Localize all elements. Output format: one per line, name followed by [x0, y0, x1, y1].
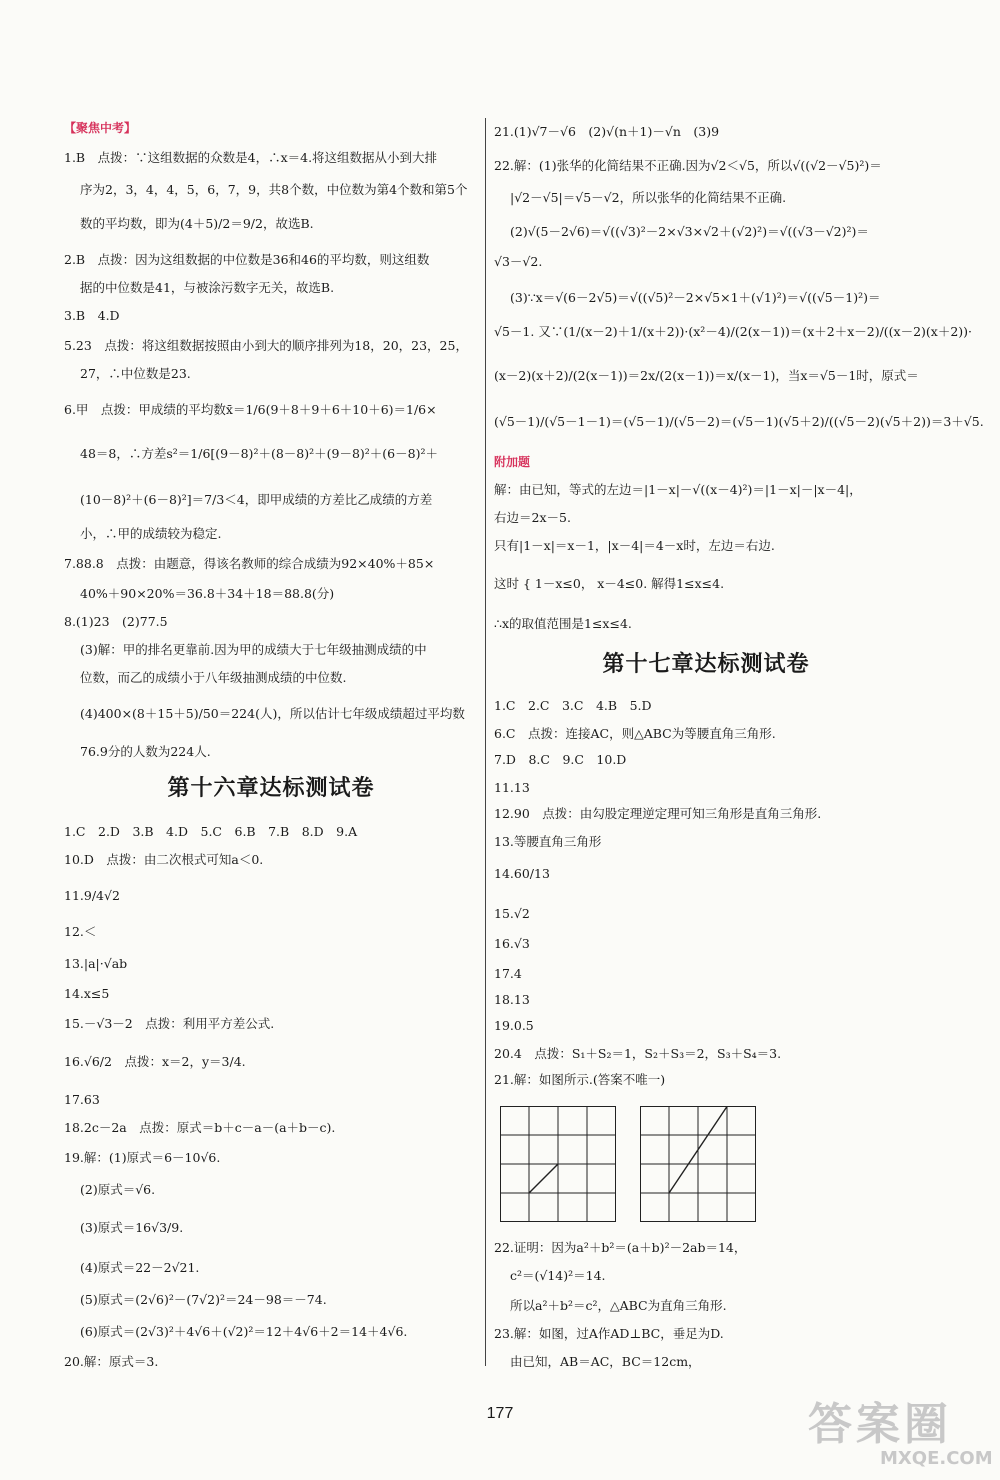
answer-line: (6)原式＝(2√3)²＋4√6＋(√2)²＝12＋4√6＋2＝14＋4√6. [80, 1324, 408, 1339]
chapter-16-title: 第十六章达标测试卷 [167, 776, 375, 801]
answer-line: 右边＝2x－5. [494, 510, 571, 525]
answer-line: 解：由已知，等式的左边＝|1－x|－√((x－4)²)＝|1－x|－|x－4|， [494, 482, 862, 497]
answer-line: 位数，而乙的成绩小于八年级抽测成绩的中位数. [80, 670, 347, 685]
answer-line: 8.(1)23 (2)77.5 [64, 614, 168, 629]
answer-line: 20.4 点拨：S₁＋S₂＝1，S₂＋S₃＝2，S₃＋S₄＝3. [494, 1046, 782, 1061]
answer-line: (3)原式＝16√3/9. [80, 1220, 184, 1235]
answer-line: 48＝8，∴方差s²＝1/6[(9－8)²＋(8－8)²＋(9－8)²＋(6－8)²＋ [80, 446, 438, 461]
answer-line: √5－1. 又∵(1/(x－2)＋1/(x＋2))·(x²－4)/(2(x－1))＝(x＋2＋x－2)/((x－2)(x＋2))· [494, 324, 973, 339]
answer-line: (4)原式＝22－2√21. [80, 1260, 200, 1275]
answer-line: 由已知，AB＝AC，BC＝12cm， [510, 1354, 701, 1369]
answer-line: 76.9分的人数为224人. [80, 744, 211, 759]
answer-line: 6.C 点拨：连接AC，则△ABC为等腰直角三角形. [494, 726, 776, 741]
answer-line: 17.63 [64, 1092, 100, 1107]
answer-line: 18.2c－2a 点拨：原式＝b＋c－a－(a＋b－c). [64, 1120, 336, 1135]
answer-line: 15.－√3－2 点拨：利用平方差公式. [64, 1016, 275, 1031]
answer-line: (10－8)²＋(6－8)²]＝7/3＜4，即甲成绩的方差比乙成绩的方差 [80, 492, 433, 507]
answer-line: 12.＜ [64, 924, 97, 939]
answer-line: 序为2，3，4，4，5，6，7，9，共8个数，中位数为第4个数和第5个 [80, 182, 468, 197]
answer-line: 所以a²＋b²＝c²，△ABC为直角三角形. [510, 1298, 727, 1313]
answer-line: 这时 { 1－x≤0， x－4≤0. 解得1≤x≤4. [494, 576, 725, 591]
answer-line: 7.D 8.C 9.C 10.D [494, 752, 627, 767]
grid-figure-left [500, 1106, 616, 1222]
answer-line: 据的中位数是41，与被涂污数字无关，故选B. [80, 280, 335, 295]
extra-question-tag: 附加题 [494, 455, 531, 469]
answer-line: 16.√3 [494, 936, 530, 951]
answer-line: 3.B 4.D [64, 308, 120, 323]
answer-line: 1.C 2.D 3.B 4.D 5.C 6.B 7.B 8.D 9.A [64, 824, 358, 839]
answer-line: (4)400×(8＋15＋5)/50＝224(人)，所以估计七年级成绩超过平均数 [80, 706, 465, 721]
answer-line: |√2－√5|＝√5－√2，所以张华的化简结果不正确. [510, 190, 787, 205]
answer-line: 20.解：原式＝3. [64, 1354, 159, 1369]
answer-line: 7.88.8 点拨：由题意，得该名教师的综合成绩为92×40%＋85× [64, 556, 435, 571]
answer-line: c²＝(√14)²＝14. [510, 1268, 606, 1283]
answer-line: 2.B 点拨：因为这组数据的中位数是36和46的平均数，则这组数 [64, 252, 430, 267]
answer-line: 13.|a|·√ab [64, 956, 128, 971]
answer-line: 21.解：如图所示.(答案不唯一) [494, 1072, 666, 1087]
answer-line: (2)原式＝√6. [80, 1182, 156, 1197]
answer-line: 22.解：(1)张华的化简结果不正确.因为√2＜√5，所以√((√2－√5)²)＝ [494, 158, 882, 173]
answer-line: 18.13 [494, 992, 530, 1007]
answer-line: 40%＋90×20%＝36.8＋34＋18＝88.8(分) [80, 586, 335, 601]
watermark-logo: 答案圈 [808, 1399, 952, 1450]
watermark-url: MXQE.COM [880, 1448, 993, 1469]
chapter-17-title: 第十七章达标测试卷 [602, 652, 810, 677]
answer-line: 12.90 点拨：由勾股定理逆定理可知三角形是直角三角形. [494, 806, 822, 821]
section-tag: 【聚焦中考】 [64, 121, 137, 135]
answer-line: 23.解：如图，过A作AD⊥BC，垂足为D. [494, 1326, 724, 1341]
answer-line: 19.0.5 [494, 1018, 534, 1033]
answer-line: 17.4 [494, 966, 522, 981]
answer-line: 只有|1－x|＝x－1，|x－4|＝4－x时，左边＝右边. [494, 538, 775, 553]
answer-line: 11.9/4√2 [64, 888, 120, 903]
answer-line: (3)解：甲的排名更靠前.因为甲的成绩大于七年级抽测成绩的中 [80, 642, 427, 657]
answer-line: 5.23 点拨：将这组数据按照由小到大的顺序排列为18，20，23，25， [64, 338, 468, 353]
answer-line: 11.13 [494, 780, 530, 795]
answer-line: 14.x≤5 [64, 986, 110, 1001]
page-number: 177 [486, 1405, 514, 1422]
answer-line: 数的平均数，即为(4＋5)/2＝9/2，故选B. [80, 216, 314, 231]
answer-line: 16.√6/2 点拨：x＝2，y＝3/4. [64, 1054, 246, 1069]
grid-figure-right [640, 1106, 756, 1222]
answer-line: 小，∴甲的成绩较为稳定. [80, 526, 222, 541]
answer-line: (5)原式＝(2√6)²－(7√2)²＝24－98＝－74. [80, 1292, 327, 1307]
answer-line: 19.解：(1)原式＝6－10√6. [64, 1150, 221, 1165]
answer-line: 1.C 2.C 3.C 4.B 5.D [494, 698, 652, 713]
answer-line: 27，∴中位数是23. [80, 366, 191, 381]
answer-line: 10.D 点拨：由二次根式可知a＜0. [64, 852, 264, 867]
answer-line: ∴x的取值范围是1≤x≤4. [494, 616, 632, 631]
answer-line: (√5－1)/(√5－1－1)＝(√5－1)/(√5－2)＝(√5－1)(√5＋2)/((√5－2)(√5＋2))＝3＋√5. [494, 414, 984, 429]
answer-line: 6.甲 点拨：甲成绩的平均数x̄＝1/6(9＋8＋9＋6＋10＋6)＝1/6× [64, 402, 437, 417]
answer-line: 15.√2 [494, 906, 530, 921]
answer-line: 13.等腰直角三角形 [494, 834, 602, 849]
answer-line: 14.60/13 [494, 866, 550, 881]
answer-line: (x－2)(x＋2)/(2(x－1))＝2x/(2(x－1))＝x/(x－1)，当x＝√5－1时，原式＝ [494, 368, 919, 383]
answer-line: 21.(1)√7－√6 (2)√(n＋1)－√n (3)9 [494, 124, 720, 139]
answer-line: (2)√(5－2√6)＝√((√3)²－2×√3×√2＋(√2)²)＝√((√3－√2)²)＝ [510, 224, 869, 239]
answer-line: √3－√2. [494, 254, 543, 269]
column-divider [485, 118, 486, 1366]
answer-line: (3)∵x＝√(6－2√5)＝√((√5)²－2×√5×1＋(√1)²)＝√((√5－1)²)＝ [510, 290, 881, 305]
answer-line: 22.证明：因为a²＋b²＝(a＋b)²－2ab＝14， [494, 1240, 747, 1255]
answer-line: 1.B 点拨：∵这组数据的众数是4，∴x＝4.将这组数据从小到大排 [64, 150, 438, 165]
